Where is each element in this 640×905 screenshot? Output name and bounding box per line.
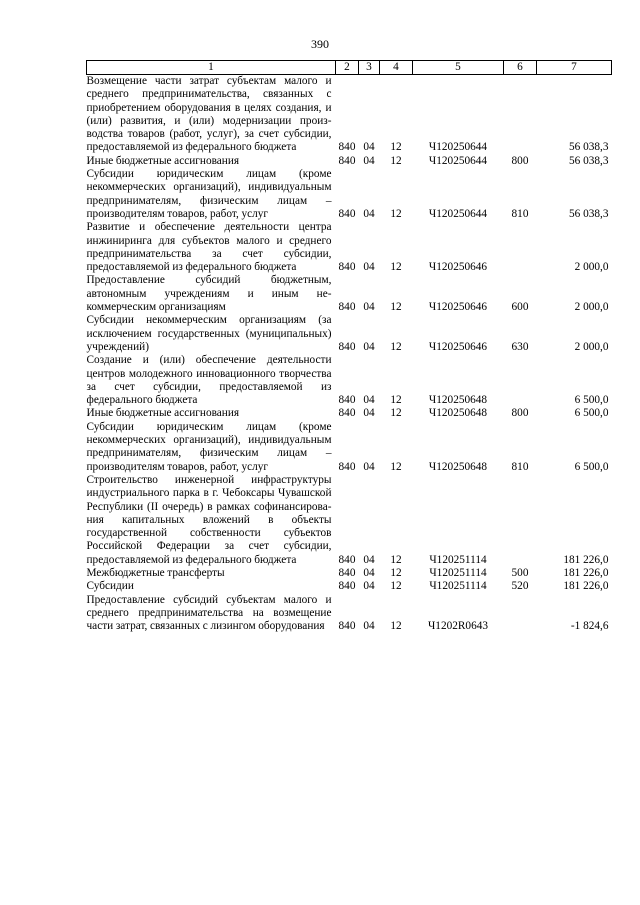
header-col-6: 6 [504,61,537,75]
row-target-article: Ч120251114 [429,553,487,566]
row-expense-type: 500 [511,566,529,579]
row-section: 04 [363,301,375,314]
row-target-article: Ч120250648 [428,407,488,420]
row-subsection: 12 [390,261,402,274]
row-amount: 6 500,0 [574,407,609,420]
row-target-article: Ч120250646 [428,340,488,353]
row-target-article: Ч120251114 [429,580,487,593]
row-subsection: 12 [390,207,402,220]
row-target-article: Ч120250648 [428,460,488,473]
row-subsection: 12 [390,460,402,473]
row-expense-type [504,594,537,634]
row-amount: 6 500,0 [574,460,609,473]
row-amount: 2 000,0 [574,301,609,314]
row-name: Возмещение части затрат субъектам малого и среднего предпринимательства, связанных с приобретением оборудования в целях создания, и (или) развития, и (или) модернизации производства товаров (работ, услуг), за счет субсидии, предоставляемой из федерального бюджета [86,75,332,154]
row-subsection: 12 [390,154,402,167]
row-expense-type: 810 [511,207,529,220]
row-ministry-code: 840 [338,580,356,593]
row-ministry-code: 840 [338,394,356,407]
row-subsection: 12 [390,553,402,566]
table-row [87,221,612,274]
table-row [87,421,612,474]
row-name: Предоставление субсидий субъектам малого и среднего предпринимательства на возмещение части затрат, связанных с лизингом оборудования [86,593,332,633]
header-row [87,61,612,75]
row-ministry-code: 840 [338,301,356,314]
row-name: Развитие и обеспечение деятельности центра инжиниринга для субъектов малого и среднего предпринимательства за счет субсидии, предоставляемой из федерального бюджета [86,221,332,274]
table-row [87,274,612,314]
table-row [87,474,612,567]
row-name: Межбюджетные трансферты [86,566,225,579]
row-target-article: Ч120250644 [428,141,488,154]
header-col-3: 3 [359,61,380,75]
row-section: 04 [363,141,375,154]
row-section: 04 [363,261,375,274]
row-subsection: 12 [390,580,402,593]
row-name: Субсидии [86,580,134,593]
row-ministry-code: 840 [338,407,356,420]
table-row [87,567,612,580]
row-ministry-code: 840 [338,340,356,353]
row-amount: 56 038,3 [568,154,609,167]
row-ministry-code: 840 [338,460,356,473]
row-amount: 6 500,0 [574,394,609,407]
row-section: 04 [363,620,375,633]
row-target-article: Ч120250644 [428,207,488,220]
row-expense-type: 600 [511,301,529,314]
table-row [87,354,612,407]
row-target-article: Ч120250646 [428,261,488,274]
page-number: 390 [311,37,329,51]
row-expense-type: 520 [511,580,529,593]
row-amount: -1 824,6 [570,620,609,633]
row-amount: 181 226,0 [563,553,609,566]
row-name: Предоставление субсидий бюджетным, автономным учреждениям и иным некоммерческим организациям [86,274,332,314]
row-target-article: Ч1202R0643 [427,620,489,633]
row-expense-type [504,221,537,274]
budget-table [86,60,612,633]
row-amount: 56 038,3 [568,141,609,154]
row-amount: 181 226,0 [563,566,609,579]
row-ministry-code: 840 [338,207,356,220]
row-expense-type [504,474,537,567]
row-target-article: Ч120250648 [428,394,488,407]
row-name: Субсидии некоммерческим организациям (за исключением государственных (муниципальных) учреждений) [86,314,332,353]
header-col-4: 4 [380,61,413,75]
table-row [87,594,612,634]
row-section: 04 [363,154,375,167]
row-subsection: 12 [390,407,402,420]
row-expense-type: 800 [511,154,529,167]
row-section: 04 [363,207,375,220]
row-target-article: Ч120250644 [428,154,488,167]
table-header [87,61,612,75]
row-section: 04 [363,340,375,353]
table-row [87,168,612,221]
row-name: Создание и (или) обеспечение деятельности центров молодежного инновационного творчества за счет субсидии, предоставляемой из федерального бюджета [86,354,332,407]
table-row [87,580,612,593]
row-amount: 2 000,0 [574,340,609,353]
row-ministry-code: 840 [338,261,356,274]
row-subsection: 12 [390,620,402,633]
row-ministry-code: 840 [338,141,356,154]
row-subsection: 12 [390,566,402,579]
row-subsection: 12 [390,340,402,353]
row-target-article: Ч120250646 [428,301,488,314]
row-section: 04 [363,460,375,473]
row-subsection: 12 [390,394,402,407]
table-row [87,407,612,420]
header-col-2: 2 [336,61,359,75]
row-amount: 2 000,0 [574,261,609,274]
row-name: Строительство инженерной инфраструктуры индустриального парка в г. Чебоксары Чувашской Республики (II очередь) в рамках софинансирования капитальных вложений в объекты государственной собственности субъектов Российской Федерации за счет субсидии, предоставляемой из федерального бюджета [86,473,332,566]
row-section: 04 [363,407,375,420]
row-name: Субсидии юридическим лицам (кроме некоммерческих организаций), индивидуальным предпринимателям, физическим лицам – производителям товаров, работ, услуг [86,168,332,220]
row-expense-type [504,75,537,155]
row-section: 04 [363,394,375,407]
row-amount: 56 038,3 [568,207,609,220]
row-subsection: 12 [390,141,402,154]
row-section: 04 [363,553,375,566]
row-target-article: Ч120251114 [429,566,487,579]
header-col-1: 1 [87,61,336,75]
row-subsection: 12 [390,301,402,314]
table-body [87,75,612,634]
row-name: Иные бюджетные ассигнования [86,154,240,167]
table-row [87,314,612,354]
row-ministry-code: 840 [338,154,356,167]
row-name: Иные бюджетные ассигнования [86,407,240,420]
row-section: 04 [363,580,375,593]
row-section: 04 [363,566,375,579]
row-ministry-code: 840 [338,553,356,566]
row-expense-type: 800 [511,407,529,420]
row-expense-type: 630 [511,340,529,353]
row-name: Субсидии юридическим лицам (кроме некоммерческих организаций), индивидуальным предпринимателям, физическим лицам – производителям товаров, работ, услуг [86,420,332,473]
row-amount: 181 226,0 [563,580,609,593]
row-ministry-code: 840 [338,566,356,579]
row-expense-type [504,354,537,407]
row-ministry-code: 840 [338,620,356,633]
table-row [87,155,612,168]
header-col-7: 7 [537,61,612,75]
table-row [87,75,612,155]
header-col-5: 5 [413,61,504,75]
row-expense-type: 810 [511,460,529,473]
